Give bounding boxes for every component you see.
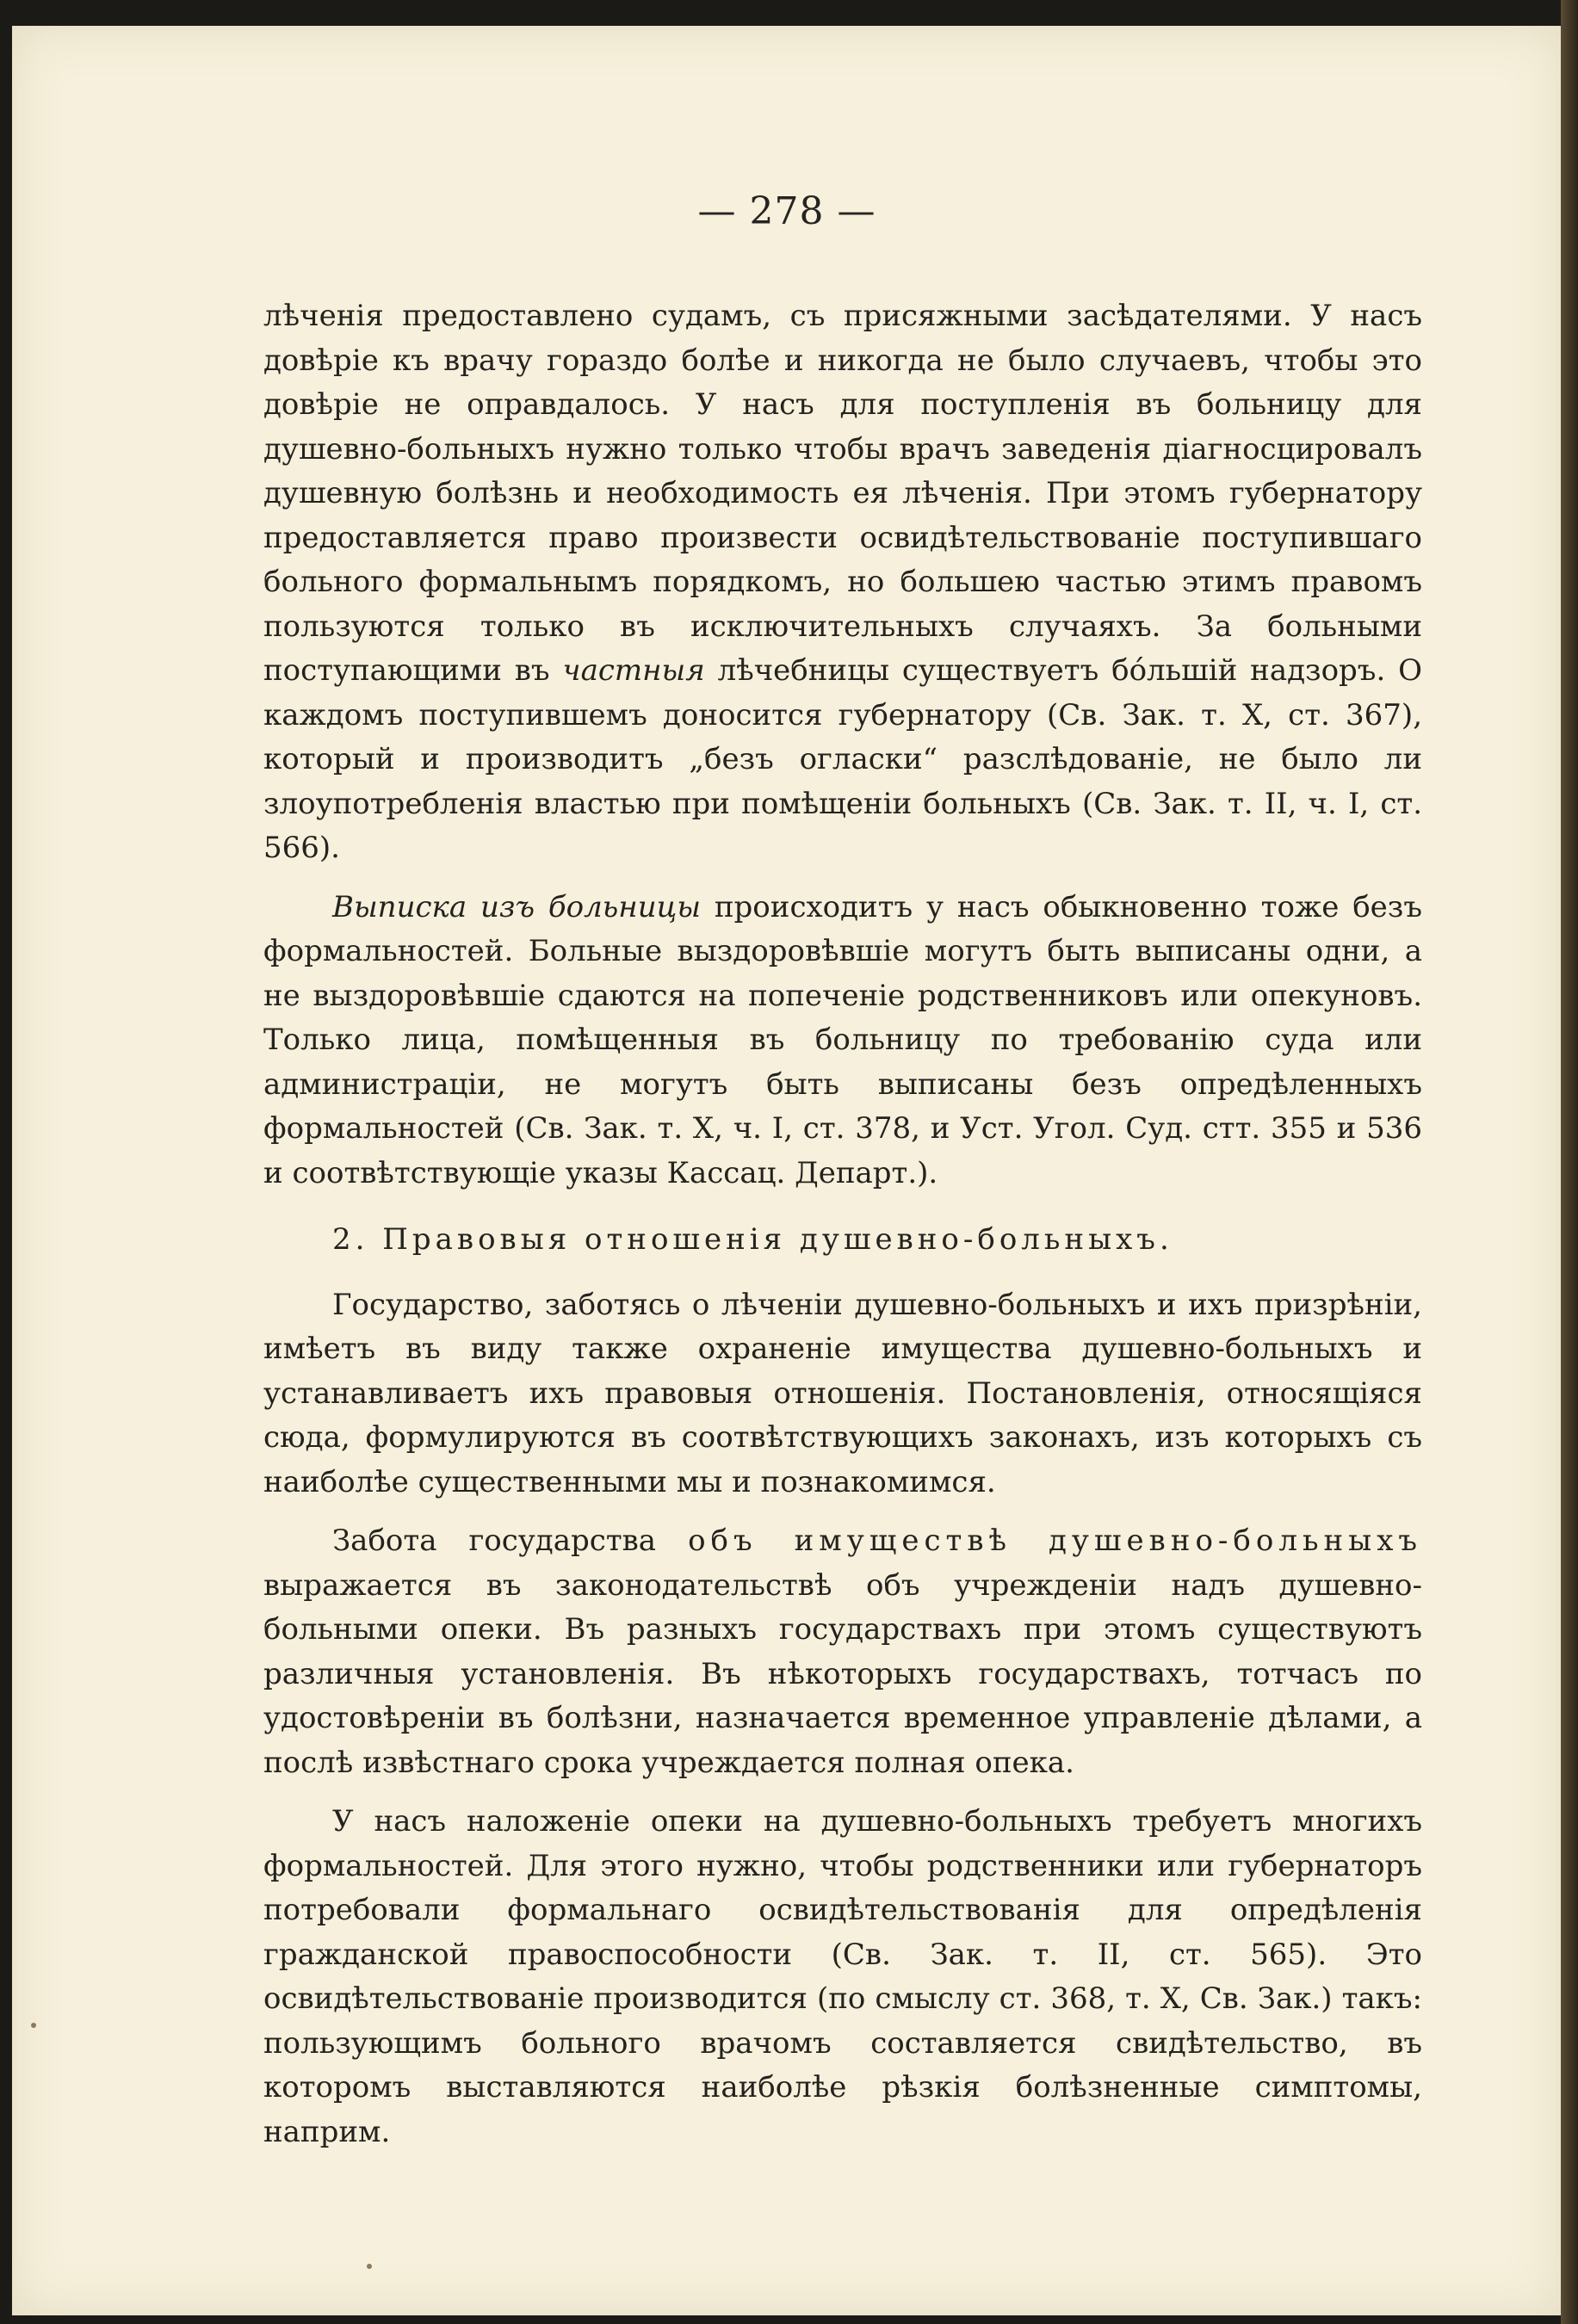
book-page [12,26,1562,2315]
page-number: — 278 — [697,189,876,233]
paragraph-2-text: происходитъ у насъ обыкновенно тоже безъ формальностей. Больные выздоровѣвшіе могутъ быть выписаны одни, а не выздоровѣвшіе сдаются на попеченіе родственниковъ или опекуновъ. Только лица, помѣщенныя въ больницу по требованію суда или администраціи, не могутъ быть выписаны безъ опредѣленныхъ формальностей (Св. Зак. т. X, ч. I, ст. 378, и Уст. Угол. Суд. стт. 355 и 536 и соотвѣтствующіе указы Кассац. Департ.). [263,889,1422,1190]
section-heading: 2. Правовыя отношенія душевно-больныхъ. [332,1222,1173,1257]
paragraph-1 [263,294,1422,871]
paragraph-4-text-continued: выражается въ законодательствѣ объ учрежденіи надъ душевно-больными опеки. Въ разныхъ государствахъ при этомъ существуютъ различныя установленія. Въ нѣкоторыхъ государствахъ, тотчасъ по удостовѣреніи въ болѣзни, назначается временное управленіе дѣлами, а послѣ извѣстнаго срока учреждается полная опека. [263,1567,1422,1780]
paragraph-4 [263,1519,1422,1785]
paragraph-1-text-continued: лѣчебницы существуетъ бóльшій надзоръ. О каждомъ поступившемъ доносится губернатору (Св. Зак. т. X, ст. 367), который и производитъ „безъ огласки“ разслѣдованіе, не было ли злоупотребленія властью при помѣщеніи больныхъ (Св. Зак. т. II, ч. I, ст. 566). [263,653,1422,865]
page-edge-shadow [1561,0,1578,2324]
paper-speck [31,2023,36,2028]
paragraph-1-text: лѣченія предоставлено судамъ, съ присяжными засѣдателями. У насъ довѣріе къ врачу гораздо болѣе и никогда не было случаевъ, чтобы это довѣріе не оправдалось. У насъ для поступленія въ больницу для душевно-больныхъ нужно только чтобы врачъ заведенія діагносцировалъ душевную болѣзнь и необходимость ея лѣченія. При этомъ губернатору предоставляется право произвести освидѣтельствованіе поступившаго больного формальнымъ порядкомъ, но большею частью этимъ правомъ пользуются только въ исключительныхъ случаяхъ. За больными поступающими въ [263,299,1422,688]
paragraph-2-emphasis: Выписка изъ больницы [332,889,702,924]
paragraph-5: У насъ наложеніе опеки на душевно-больныхъ требуетъ многихъ формальностей. Для этого нужно, чтобы родственники или губернаторъ потребовали формальнаго освидѣтельствованія для опредѣленія гражданской правоспособности (Св. Зак. т. II, ст. 565). Это освидѣтельствованіе производится (по смыслу ст. 368, т. X, Св. Зак.) такъ: пользующимъ больного врачомъ составляется свидѣтельство, въ которомъ выставляются наиболѣе рѣзкія болѣзненные симптомы, наприм. [263,1804,1422,2149]
paragraph-4-text: Забота государства [332,1524,689,1558]
paragraph-3: Государство, заботясь о лѣченіи душевно-больныхъ и ихъ призрѣніи, имѣетъ въ виду также охраненіе имущества душевно-больныхъ и устанавливаетъ ихъ правовыя отношенія. Постановленія, относящіяся сюда, формулируются въ соотвѣтствующихъ законахъ, изъ которыхъ съ наиболѣе существенными мы и познакомимся. [263,1287,1422,1499]
paragraph-2 [263,886,1422,1196]
page-body [263,294,1422,2154]
paragraph-4-spaced-emphasis: объ имуществѣ душевно-больныхъ [688,1524,1422,1558]
paragraph-1-emphasis: частныя [562,653,705,688]
paper-speck [367,2264,372,2269]
